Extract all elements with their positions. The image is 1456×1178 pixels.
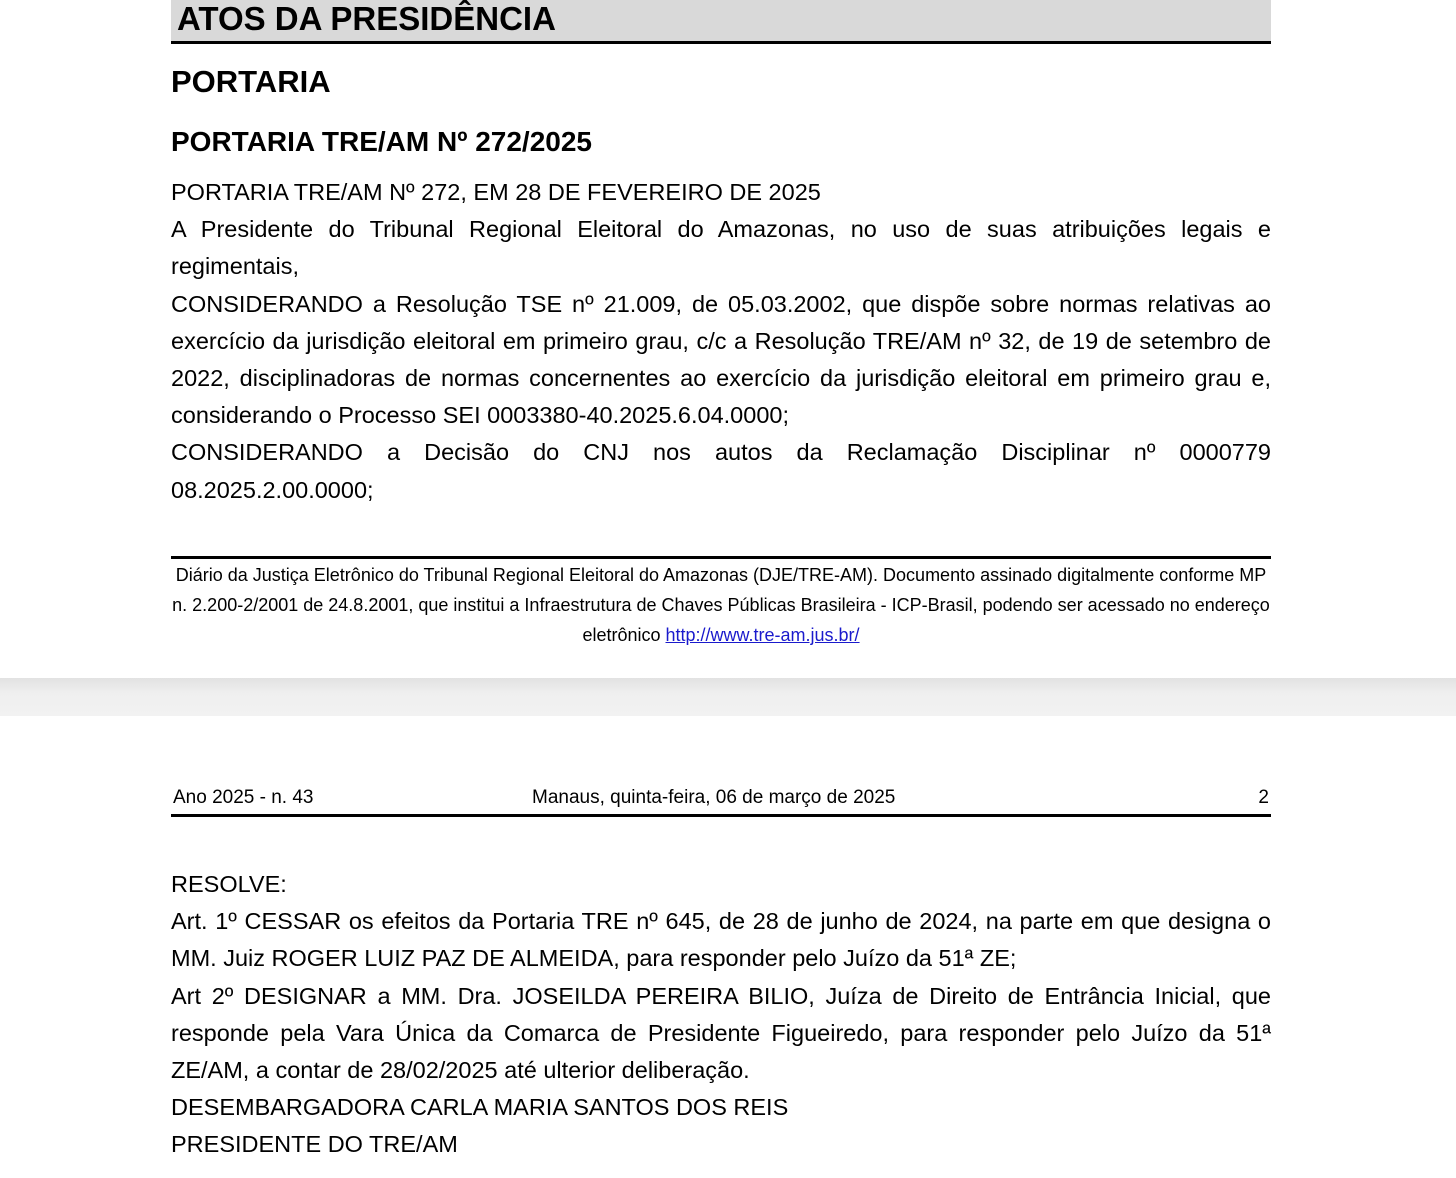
footer-link[interactable]: http://www.tre-am.jus.br/ <box>665 625 860 645</box>
preamble-paragraph: A Presidente do Tribunal Regional Eleitoral do Amazonas, no uso de suas atribuições legais e regimentais, <box>171 216 1271 280</box>
header-divider <box>171 814 1271 817</box>
section-header-title: ATOS DA PRESIDÊNCIA <box>177 0 556 37</box>
page-number: 2 <box>1258 787 1269 808</box>
portaria-title-line: PORTARIA TRE/AM Nº 272, EM 28 DE FEVEREIRO DE 2025 <box>171 179 821 205</box>
heading-portaria-number: PORTARIA TRE/AM Nº 272/2025 <box>171 126 592 157</box>
section-header <box>171 0 1271 44</box>
heading-portaria: PORTARIA <box>171 64 331 99</box>
article-1: Art. 1º CESSAR os efeitos da Portaria TRE nº 645, de 28 de junho de 2024, na parte em que designa o MM. Juiz ROGER LUIZ PAZ DE ALMEIDA, para responder pelo Juízo da 51ª ZE; <box>171 908 1271 972</box>
signer-name: DESEMBARGADORA CARLA MARIA SANTOS DOS REIS <box>171 1094 789 1121</box>
issue-date: Manaus, quinta-feira, 06 de março de 2025 <box>532 787 896 808</box>
signer-title: PRESIDENTE DO TRE/AM <box>171 1131 458 1158</box>
considerando-paragraph-1: CONSIDERANDO a Resolução TSE nº 21.009, de 05.03.2002, que dispõe sobre normas relativas ao exercício da jurisdição eleitoral em primeiro grau, c/c a Resolução TRE/AM nº 32, de 19 de setembro de 2022, disciplinadoras de normas concernentes ao exercício da jurisdição eleitoral em primeiro grau e, considerando o Processo SEI 0003380-40.2025.6.04.0000; <box>171 290 1271 429</box>
resolve-heading: RESOLVE: <box>171 871 287 897</box>
footer-divider <box>171 556 1271 559</box>
issue-number: Ano 2025 - n. 43 <box>173 787 314 808</box>
footer-note-text: Diário da Justiça Eletrônico do Tribunal Regional Eleitoral do Amazonas (DJE/TRE-AM). Documento assinado digitalmente conforme MP n. 2.200-2/2001 de 24.8.2001, que institui a Infraestrutura de Chaves Públicas Brasileira - ICP-Brasil, podendo ser acessado no endereço eletrônico <box>172 565 1270 645</box>
portaria-resolution <box>171 866 1271 1164</box>
considerando-paragraph-2: CONSIDERANDO a Decisão do CNJ nos autos da Reclamação Disciplinar nº 0000779 08.2025.2.00.0000; <box>171 439 1271 503</box>
page-separator <box>0 678 1456 716</box>
article-2: Art 2º DESIGNAR a MM. Dra. JOSEILDA PEREIRA BILIO, Juíza de Direito de Entrância Inicial, que responde pela Vara Única da Comarca de Presidente Figueiredo, para responder pelo Juízo da 51ª ZE/AM, a contar de 28/02/2025 até ulterior deliberação. <box>171 982 1271 1084</box>
portaria-preamble <box>171 174 1271 509</box>
page-footer-note <box>171 560 1271 650</box>
page-running-header <box>171 784 1271 814</box>
